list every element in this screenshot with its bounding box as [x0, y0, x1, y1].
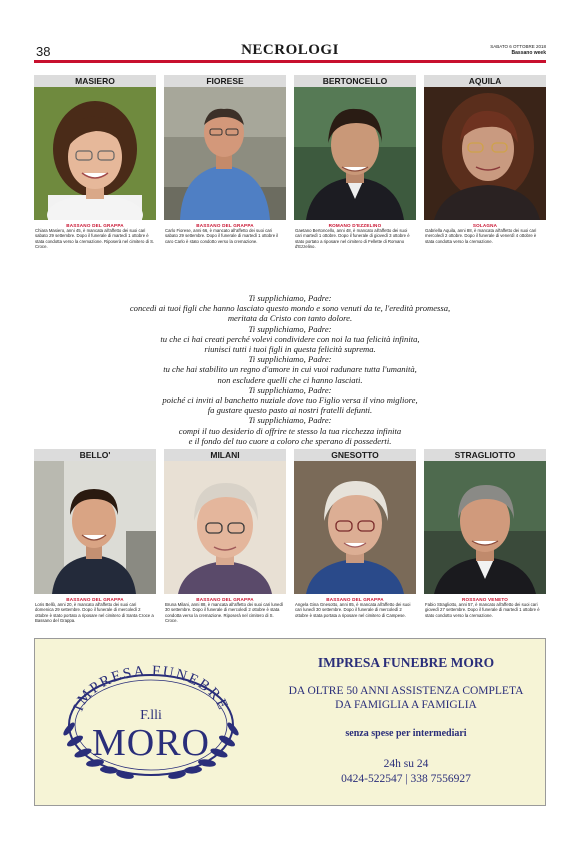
- obituary-card-aquila: [424, 75, 546, 244]
- prayer-line: tu che ci hai creati perché volevi condividere con noi la tua felicità infinita,: [160, 333, 420, 344]
- section-title: NECROLOGI: [241, 42, 339, 58]
- obituary-card-stragliotto: [424, 449, 546, 618]
- obituary-card-gnesotto: [294, 449, 416, 618]
- obituary-text: Bruna Milani, anni 88, è mancata all'affetto dei suoi cari lunedì 30 settembre. Dopo il funerale di mercoledì 2 ottobre è stata condotta verso la cremazione. Riposerà nel cimitero di S. Croce.: [165, 602, 284, 624]
- prayer-line: Ti supplichiamo, Padre:: [248, 293, 332, 303]
- portrait-photo: [294, 87, 416, 220]
- prayer-line: tu che hai stabilito un regno d'amore in cui vuoi radunare tutta l'umanità,: [163, 364, 417, 375]
- logo-small-text: F.lli: [140, 708, 162, 723]
- obituary-card-fiorese: [164, 75, 286, 244]
- ad-phones[interactable]: 0424-522547 | 338 7556927: [341, 773, 471, 785]
- deceased-name: AQUILA: [424, 75, 546, 87]
- portrait-photo: [34, 87, 156, 220]
- obituary-text: Angela Gina Gnesotto, anni 85, è mancata all'affetto dei suoi cari lunedì 30 settembre. Dopo il funerale di mercoledì 2 ottobre è stata portata a riposare nel cimitero di Campese.: [295, 602, 411, 618]
- header-rule: [34, 60, 546, 63]
- deceased-name: BERTONCELLO: [294, 75, 416, 87]
- obituary-text: Gabriella Aquila, anni 88, è mancata all'affetto dei suoi cari mercoledì 2 ottobre. Dopo il funerale di venerdì 4 ottobre è stata condotta verso la cremazione.: [425, 228, 537, 244]
- prayer-line: e il fondo del tuo cuore a coloro che sperano di possederti.: [188, 435, 392, 446]
- ad-no-fees: senza spese per intermediari: [345, 728, 467, 739]
- page-number: 38: [36, 44, 51, 59]
- location-label: ROSSANO VENETO: [461, 597, 509, 602]
- location-label: BASSANO DEL GRAPPA: [326, 597, 384, 602]
- logo-arc-text: IMPRESA FUNEBRE: [70, 663, 232, 714]
- location-label: BASSANO DEL GRAPPA: [196, 223, 254, 228]
- prayer-line: Ti supplichiamo, Padre:: [248, 384, 332, 395]
- ad-hours: 24h su 24: [383, 758, 429, 770]
- location-label: SOLAGNA: [472, 223, 498, 228]
- portrait-photo: [34, 461, 156, 594]
- issue-date: SABATO 6 OTTOBRE 2018: [490, 44, 546, 49]
- portrait-photo: [164, 461, 286, 594]
- ad-contact: [271, 757, 541, 787]
- location-label: ROMANO D'EZZELINO: [328, 223, 382, 228]
- prayer-line: concedi ai tuoi figli che hanno lasciato questo mondo e sono venuti da te, l'eredità promessa,: [129, 303, 451, 314]
- obituary-text: Loris Bellò, anni 20, è mancato all'affetto dei suoi cari domenica 29 settembre. Dopo il funerale di mercoledì 2 ottobre è stato portato a riposare nel cimitero di Santa Croce a Bassano del Grappa.: [35, 602, 154, 624]
- prayer-line: non escludere quelli che ci hanno lasciati.: [217, 374, 363, 385]
- prayer-line: compi il tuo desiderio di offrire te stesso la tua ricchezza infinita: [178, 425, 402, 436]
- portrait-photo: [424, 87, 546, 220]
- logo-big-text: MORO: [91, 722, 211, 764]
- prayer-line: Ti supplichiamo, Padre:: [248, 323, 332, 334]
- obituary-text: Carlo Fiorese, anni 66, è mancato all'affetto dei suoi cari sabato 29 settembre. Dopo il funerale di martedì 1 ottobre il caro Carlo è stato condotto verso la cremazione.: [165, 228, 279, 244]
- portrait-photo: [164, 87, 286, 220]
- location-label: BASSANO DEL GRAPPA: [66, 223, 124, 228]
- deceased-name: MASIERO: [34, 75, 156, 87]
- obituary-card-bello: [34, 449, 156, 624]
- prayer-line: meritata da Cristo con tanto dolore.: [227, 313, 353, 324]
- moro-logo-emblem: [45, 649, 257, 797]
- ad-tagline: [271, 684, 541, 712]
- obituary-text: Gaetano Bertoncello, anni 48, è mancato all'affetto dei suoi cari martedì 1 ottobre. Dopo il funerale di giovedì 3 ottobre è stato portato a riposare nel cimitero di Fellette di Romano d'Ezzelino.: [295, 228, 410, 250]
- obituary-card-milani: [164, 449, 286, 624]
- ad-tagline-line: DA OLTRE 50 ANNI ASSISTENZA COMPLETA: [288, 685, 524, 697]
- deceased-name: STRAGLIOTTO: [424, 449, 546, 461]
- obituary-text: Fabio Stragliotto, anni 57, è mancato all'affetto dei suoi cari giovedì 27 settembre. Dopo il funerale di martedì 1 ottobre è stato condotto verso la cremazione.: [425, 602, 540, 618]
- deceased-name: FIORESE: [164, 75, 286, 87]
- ad-tagline-line: DA FAMIGLIA A FAMIGLIA: [335, 699, 477, 711]
- location-label: BASSANO DEL GRAPPA: [196, 597, 254, 602]
- portrait-photo: [424, 461, 546, 594]
- prayer-line: riunisci tutti i tuoi figli in questa felicità suprema.: [204, 344, 376, 355]
- obituary-text: Chiara Masiero, anni 45, è mancata all'affetto dei suoi cari sabato 29 settembre. Dopo il funerale di martedì 1 ottobre è stata condotta verso la cremazione. Riposerà nel cimitero di S. Croce.: [35, 228, 155, 250]
- deceased-name: BELLO': [34, 449, 156, 461]
- deceased-name: MILANI: [164, 449, 286, 461]
- obituary-card-masiero: [34, 75, 156, 250]
- ad-title: IMPRESA FUNEBRE MORO: [317, 655, 495, 670]
- edition-name: Bassano week: [511, 50, 546, 56]
- header-date-block: [490, 43, 546, 57]
- portrait-photo: [294, 461, 416, 594]
- obituary-card-bertoncello: [294, 75, 416, 250]
- prayer-line: poiché ci inviti al banchetto nuziale dove tuo Figlio versa il vino migliore,: [162, 395, 418, 406]
- location-label: BASSANO DEL GRAPPA: [66, 597, 124, 602]
- prayer-line: Ti supplichiamo, Padre:: [248, 415, 332, 426]
- deceased-name: GNESOTTO: [294, 449, 416, 461]
- prayer-line: Ti supplichiamo, Padre:: [248, 354, 332, 365]
- memorial-prayer: [34, 293, 546, 446]
- funeral-home-advertisement: [34, 638, 546, 806]
- prayer-line: fa gustare questo pasto ai nostri fratelli defunti.: [207, 405, 373, 416]
